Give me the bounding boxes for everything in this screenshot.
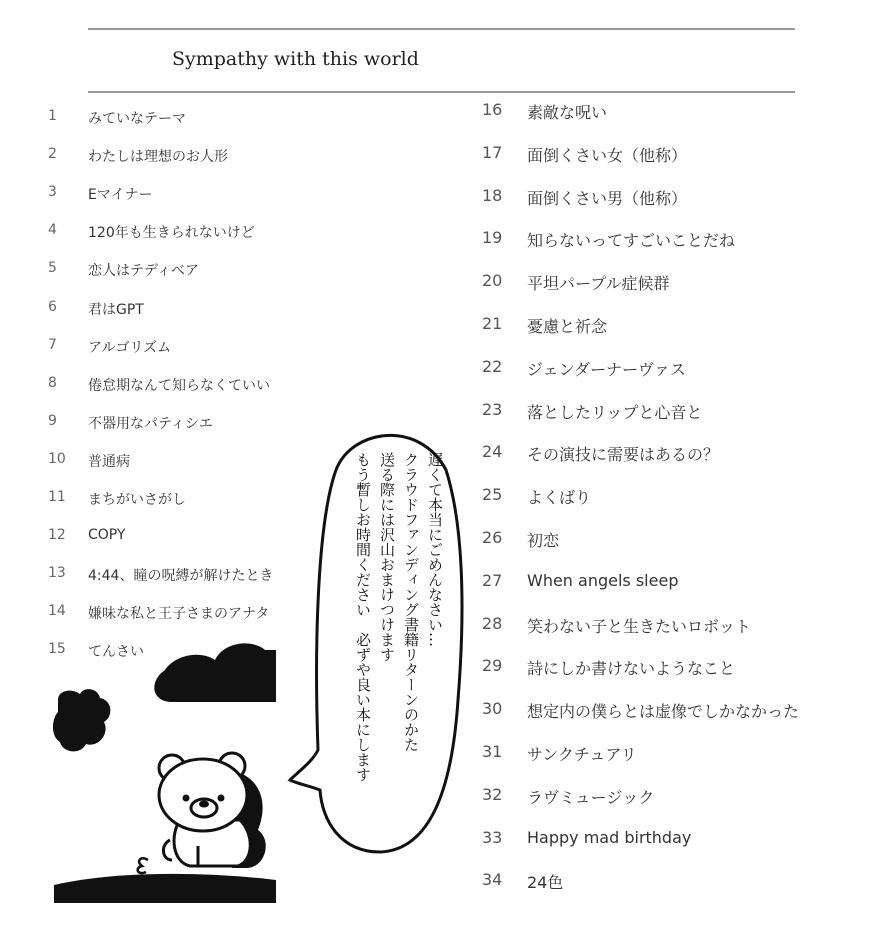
track-number: 24 (482, 442, 503, 462)
track-title: Eマイナー (88, 187, 153, 204)
track-title: 知らないってすごいことだね (527, 231, 736, 251)
track-title: 120年も生きられないけど (88, 225, 255, 242)
bear-icon (159, 753, 250, 866)
track-number: 20 (482, 271, 503, 291)
track-title: ラヴミュージック (527, 787, 655, 807)
bubble-line: クラウドファンディング書籍リターンのかた (402, 452, 420, 752)
speech-bubble-text (335, 452, 447, 832)
track-title: 落としたリップと心音と (527, 402, 703, 422)
track-number: 16 (482, 100, 503, 119)
track-number: 26 (482, 528, 503, 547)
track-title: よくばり (527, 488, 592, 508)
track-number: 1 (48, 108, 57, 124)
track-title: When angels sleep (527, 570, 679, 590)
track-title: 4:44、瞳の呪縛が解けたとき (88, 568, 274, 585)
track-title: サンクチュアリ (527, 745, 637, 764)
track-number: 10 (48, 450, 66, 467)
track-number: 2 (48, 146, 57, 163)
track-title: 憂慮と祈念 (527, 317, 608, 336)
track-title: まちがいさがし (88, 492, 186, 508)
track-number: 32 (482, 784, 503, 804)
bubble-line: 遅くて本当にごめんなさい… (426, 452, 444, 647)
track-title: 笑わない子と生きたいロボット (527, 616, 752, 636)
track-number: 15 (48, 641, 66, 658)
track-number: 3 (48, 184, 57, 201)
track-number: 12 (48, 527, 66, 544)
track-number: 6 (48, 298, 57, 315)
track-number: 28 (482, 613, 503, 633)
track-number: 7 (48, 336, 57, 353)
track-number: 30 (482, 699, 503, 719)
track-title: その演技に需要はあるの？ (527, 445, 720, 465)
track-number: 5 (48, 260, 57, 277)
ground-shape (54, 874, 276, 903)
track-number: 18 (482, 185, 503, 205)
track-title: アルゴリズム (88, 339, 172, 356)
track-title: ジェンダーナーヴァス (527, 359, 686, 379)
track-number: 17 (482, 142, 503, 162)
track-number: 33 (482, 827, 503, 847)
track-number: 29 (482, 656, 503, 676)
track-title: 想定内の僕らとは虚像でしかなかった (527, 702, 800, 722)
track-number: 11 (48, 489, 66, 505)
track-number: 9 (48, 412, 57, 429)
track-number: 27 (482, 570, 503, 590)
bubble-line: 送る際には沢山おまけつけます (378, 452, 396, 662)
track-title: 不器用なパティシエ (88, 415, 213, 432)
track-number: 23 (482, 399, 503, 419)
track-title: 恋人はテディベア (88, 263, 199, 280)
track-number: 4 (48, 222, 57, 239)
track-title: COPY (88, 527, 126, 544)
track-title: 素敵な呪い (527, 103, 608, 122)
track-number: 8 (48, 374, 57, 391)
track-number: 14 (48, 603, 66, 620)
album-title: Sympathy with this world (172, 48, 419, 70)
track-title: 初恋 (527, 531, 560, 550)
track-title: 普通病 (88, 453, 130, 470)
track-title: わたしは理想のお人形 (88, 149, 228, 166)
track-title: 嫌味な私と王子さまのアナタ (88, 606, 270, 623)
track-title: みていなテーマ (88, 111, 186, 127)
track-number: 34 (482, 870, 503, 890)
track-title: 面倒くさい男（他称） (527, 188, 688, 208)
track-number: 31 (482, 742, 503, 761)
track-title: てんさい (88, 644, 144, 661)
track-title: 倦怠期なんて知らなくていい (88, 377, 270, 394)
track-title: 詩にしか書けないようなこと (527, 659, 736, 679)
cloud-shape (154, 643, 276, 702)
bubble-line: もう暫しお時間ください 必ずや良い本にします (354, 452, 372, 782)
track-title: Happy mad birthday (527, 827, 692, 847)
track-number: 19 (482, 228, 503, 248)
track-title: 君はGPT (88, 301, 144, 318)
track-title: 24色 (527, 873, 564, 893)
track-title: 面倒くさい女（他称） (527, 145, 688, 165)
track-number: 25 (482, 485, 503, 505)
cloud-shape-left (53, 689, 110, 751)
track-number: 21 (482, 314, 503, 333)
track-number: 22 (482, 356, 503, 376)
track-title: 平坦パープル症候群 (527, 274, 670, 294)
track-number: 13 (48, 565, 66, 582)
